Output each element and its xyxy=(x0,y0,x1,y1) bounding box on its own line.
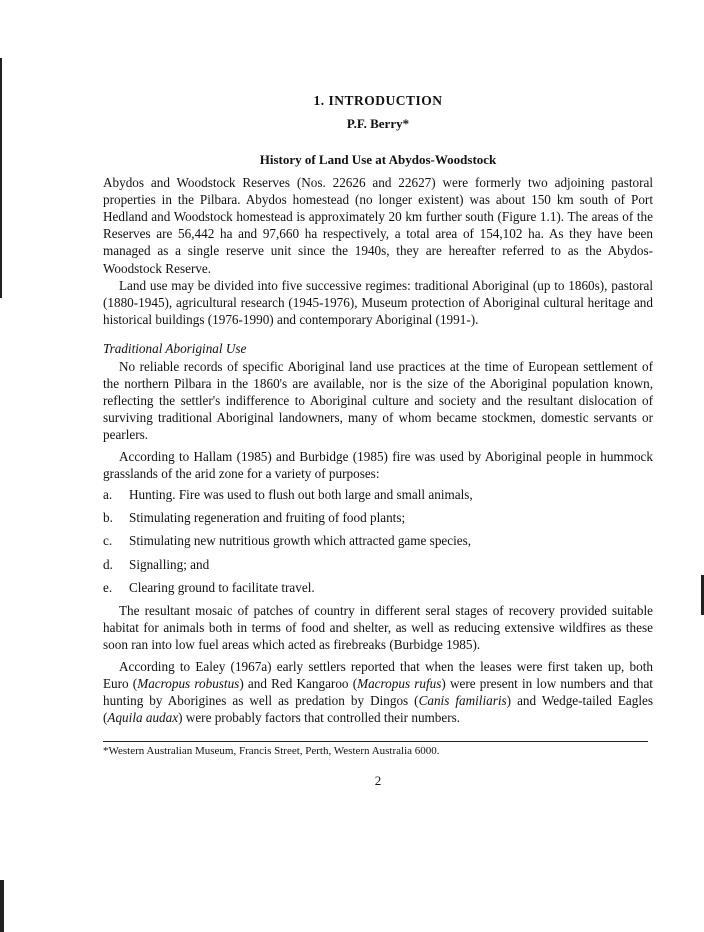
paragraph-no-records: No reliable records of specific Aboriginal land use practices at the time of European settlement of the northern Pilbara in the 1860's are available, nor is the size of the Aboriginal population known, reflecting the settler's indifference to Aboriginal culture and society and the resultant dislocation of surviving traditional Aboriginal landowners, many of whom became stockmen, domestic servants or pearlers. xyxy=(103,358,653,443)
document-page xyxy=(103,92,653,789)
list-item-letter: c. xyxy=(103,533,113,549)
footnote: *Western Australian Museum, Francis Street, Perth, Western Australia 6000. xyxy=(103,744,440,757)
list-item-letter: d. xyxy=(103,556,113,572)
species-name: Macropus rufus xyxy=(357,675,442,691)
species-name: Macropus robustus xyxy=(137,675,240,691)
list-item-text: Stimulating regeneration and fruiting of food plants; xyxy=(129,510,406,526)
list-item-text: Stimulating new nutritious growth which attracted game species, xyxy=(129,533,472,549)
list-item xyxy=(103,532,653,549)
list-item xyxy=(103,509,653,526)
list-item xyxy=(103,579,653,596)
list-item-text: Clearing ground to facilitate travel. xyxy=(129,579,315,595)
list-item xyxy=(103,556,653,573)
paragraph-land-use-regimes: Land use may be divided into five successive regimes: traditional Aboriginal (up to 1860s), pastoral (1880-1945), agricultural research (1945-1976), Museum protection of Aboriginal cultural heritage and historical buildings (1976-1990) and contemporary Aboriginal (1991-). xyxy=(103,277,653,328)
chapter-title: 1. INTRODUCTION xyxy=(313,93,443,108)
footnote-divider xyxy=(103,741,648,742)
paragraph-reserves: Abydos and Woodstock Reserves (Nos. 22626 and 22627) were formerly two adjoining pastoral properties in the Pilbara. Abydos homestead (no longer existent) was about 150 km south of Port Hedland and Woodstock homestead is approximately 20 km further south (Figure 1.1). The areas of the Reserves are 56,442 ha and 97,660 ha respectively, a total area of 154,102 ha. As they have been managed as a single reserve unit since the 1940s, they are hereafter referred to as the Abydos-Woodstock Reserve. xyxy=(103,174,653,276)
species-name: Aquila audax xyxy=(107,710,179,726)
text-run: According to Ealey (1967a) early settlers reported that when the leases were first taken up, both Euro ( xyxy=(103,658,653,691)
paragraph-early-settlers xyxy=(103,658,653,727)
page-number: 2 xyxy=(374,772,382,788)
list-item-text: Signalling; and xyxy=(129,556,210,572)
author-name: P.F. Berry* xyxy=(346,116,410,132)
section-heading: History of Land Use at Abydos-Woodstock xyxy=(259,152,497,168)
text-run: ) and Wedge-tailed Eagles ( xyxy=(103,693,654,726)
list-item-letter: b. xyxy=(103,510,113,526)
fire-purposes-list xyxy=(103,486,653,596)
text-run: ) were present in low numbers and that hunting by Aborigines as well as predation by Dingos ( xyxy=(103,675,653,709)
species-name: Canis familiaris xyxy=(418,693,507,709)
scan-edge-mark xyxy=(0,58,2,298)
paragraph-mosaic: The resultant mosaic of patches of country in different seral stages of recovery provided suitable habitat for animals both in terms of food and shelter, as well as reducing extensive wildfires as these soon ran into low fuel areas which acted as firebreaks (Burbidge 1985). xyxy=(103,603,653,653)
scan-edge-mark xyxy=(0,880,4,932)
list-item-text: Hunting. Fire was used to flush out both large and small animals, xyxy=(129,487,473,503)
text-run: ) and Red Kangaroo ( xyxy=(239,675,358,691)
list-item xyxy=(103,486,653,503)
paragraph-fire-use: According to Hallam (1985) and Burbidge (1985) fire was used by Aboriginal people in hummock grasslands of the arid zone for a variety of purposes: xyxy=(103,448,653,481)
subsection-heading: Traditional Aboriginal Use xyxy=(103,341,247,357)
text-run: ) were probably factors that controlled their numbers. xyxy=(178,710,461,726)
list-item-letter: a. xyxy=(103,487,113,503)
list-item-letter: e. xyxy=(103,579,113,595)
